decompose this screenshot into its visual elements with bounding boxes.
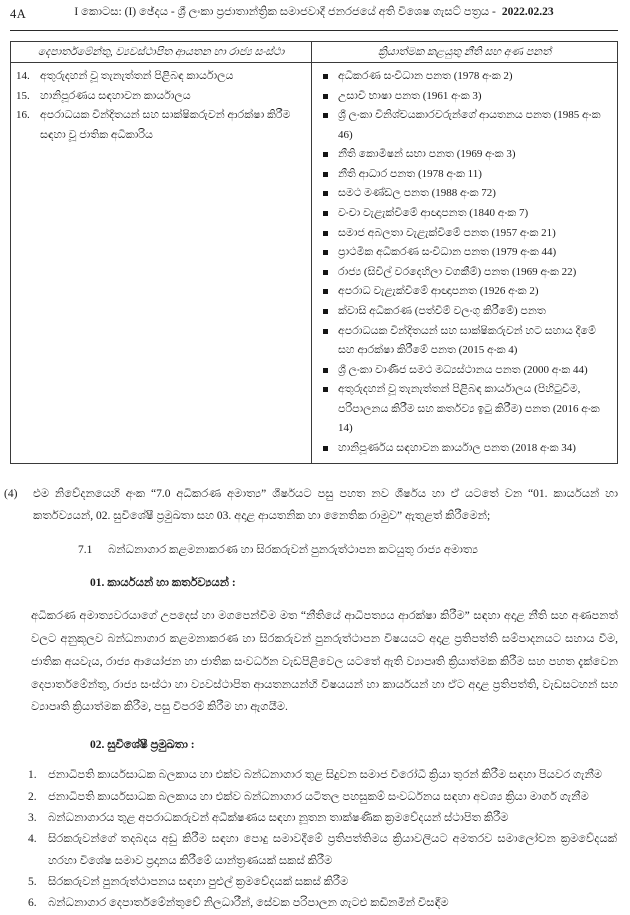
bullet-square-icon — [323, 172, 328, 177]
priority-item-number: 6. — [28, 897, 37, 910]
priority-list-item — [10, 893, 618, 914]
bullet-square-icon — [323, 289, 328, 294]
act-list-item — [320, 263, 609, 283]
department-item-number: 16. — [16, 109, 30, 122]
priority-item-text: සිරකරුවන්ගේ තදබදය අඩු කිරීම සඳහා පොදු සමාවදීමේ ප්‍රතිපත්තිමය ක්‍රියාවලියට අමතරව සමාලෝචන ක්‍රමවේදයක් හරහා විශේෂ සමාව ප්‍රදානය කිරීමේ යාන්ත්‍රණයක් සකස් කිරීම — [48, 833, 617, 867]
act-list-item — [320, 243, 609, 263]
act-item-label: හානිපූර්ණය සඳහාවන කාර්යාල පනත (2018 අංක 34) — [338, 441, 576, 454]
bullet-square-icon — [323, 74, 328, 79]
act-list-item — [320, 145, 609, 165]
priority-item-text: ජනාධිපති කාර්යසාධක බලකාය හා එක්ව බන්ධනාගාර යටිතල පහසුකම් සංවර්ධනය සඳහා අවශ්‍ය ක්‍රියා මාර්ග ගැනීම — [48, 790, 589, 803]
act-list-item — [320, 87, 609, 107]
act-item-label: සමාජ අබලතා වැළැක්වීමේ පනත (1957 අංක 21) — [338, 226, 556, 239]
act-list-item — [320, 439, 609, 459]
departments-cell — [11, 63, 311, 463]
department-item-label: හානිපූරණය සඳහාවන කාර්යාලය — [40, 89, 191, 102]
priority-item-text: සිරකරුවන් පුනරුත්ථාපනය සඳහා පුළුල් ක්‍රමවේදයක් සකස් කිරීම — [48, 876, 349, 889]
section-7-1-title: බන්ධනාගාර කළමනාකරණ හා සිරකරුවන් පුනරුත්ථාපන කටයුතු රාජ්‍ය අමාත්‍ය — [108, 544, 478, 557]
act-item-label: අපරාධයක වින්දිතයන් සහ සාක්ෂිකරුවන් හට සහාය දීමේ සහ ආරක්ෂා කිරීමේ පනත (2015 අංක 4) — [338, 324, 596, 357]
act-list-item — [320, 302, 609, 322]
act-list-item — [320, 184, 609, 204]
priority-list-item — [10, 829, 618, 872]
act-list-item — [320, 204, 609, 224]
bullet-square-icon — [323, 309, 328, 314]
act-item-label: ප්‍රාථමික අධිකරණ සංවිධාන පනත (1979 අංක 44) — [338, 246, 557, 259]
act-item-label: නීති ආධාර පනත (1978 අංක 11) — [338, 167, 482, 180]
act-item-label: අධිකරණ සංවිධාන පනත (1978 අංක 2) — [338, 70, 513, 82]
bullet-square-icon — [323, 152, 328, 157]
page-number: 4A — [10, 7, 27, 21]
bullet-square-icon — [323, 368, 328, 373]
clause-4-paragraph — [4, 483, 618, 528]
priority-item-number: 1. — [28, 769, 37, 782]
section-7-1-heading — [78, 544, 618, 557]
priority-list-item — [10, 872, 618, 893]
priority-item-number: 3. — [28, 811, 37, 824]
bullet-square-icon — [323, 191, 328, 196]
acts-cell — [311, 63, 617, 463]
header-divider — [10, 30, 618, 31]
department-list-item — [16, 67, 305, 87]
bullet-square-icon — [323, 329, 328, 334]
department-item-number: 14. — [16, 70, 30, 82]
act-list-item — [320, 224, 609, 244]
department-item-label: අතුරුදහන් වූ තැනැත්තන් පිළිබඳ කාර්යාලය — [40, 70, 234, 82]
priority-list-item — [10, 808, 618, 829]
act-item-label: අතුරුදහන් වූ තැනැත්තන් පිළිබඳ කාර්යාලය (පිහිටුවීම, පරිපාලනය කිරීම සහ කර්තව්‍ය ඉටු කිරීම) පනත (2016 අංක 14) — [338, 383, 600, 435]
act-list-item — [320, 322, 609, 361]
department-item-label: අපරාධයක වින්දිතයන් සහ සාක්ෂිකරුවන් ආරක්ෂා කිරීම සඳහා වූ ජාතික අධිකාරිය — [40, 109, 291, 141]
functions-paragraph: අධිකරණ අමාත්‍යවරයාගේ උපදෙස් හා මගපෙන්වීම මත “නීතියේ ආධිපත්‍යය ආරක්ෂා කිරීම” සඳහා අදාළ නීති සහ අණපනත් වලට අනුකූලව බන්ධනාගාර කළමනාකරණ හා සිරකරුවන් පුනරුත්ථාපන විෂයයට අදාළ ප්‍රතිපත්ති සම්පාදනයට සහාය වීම, ජාතික අයවැය, රාජ්‍ය ආයෝජන හා ජාතික සංවර්ධන වැඩපිළිවෙල යටතේ ඇති ව්‍යාපෘති ක්‍රියාත්මක කිරීම සහ පහත දැක්වෙන දෙපාර්තමේන්තු, රාජ්‍ය සංස්ථා හා ව්‍යවස්ථාපිත ආයතනයන්හි විෂයයන් හා කාර්යයන් හා ඒට අදාළ ප්‍රතිපත්ති, වැඩසටහන් සහ ව්‍යාපෘති ක්‍රියාත්මක කිරීම, පසු විපරම් කිරීම හා ඇගයීම. — [31, 610, 618, 714]
department-item-number: 15. — [16, 89, 30, 102]
act-item-label: අපරාධ වැළැක්වීමේ ආඥාපනත (1926 අංක 2) — [338, 285, 539, 298]
priority-item-text: ජනාධිපති කාර්යසාධක බලකාය හා එක්ව බන්ධනාගාර තුළ සිදුවන සමාජ විරෝධී ක්‍රියා තුරන් කිරීම සඳහා පියවර ගැනීම — [48, 769, 603, 782]
column-header-departments: දෙපාර්තමේන්තු, ව්‍යවස්ථාපිත ආයතන හා රාජ්‍ය සංස්ථා — [37, 46, 285, 58]
department-list-item — [16, 87, 305, 107]
clause-4-text: එම නිවේදනයෙහි අංක “7.0 අධිකරණ අමාත්‍ය” ශීර්ෂයට පසු පහත නව ශීර්ෂය හා ඒ යටතේ වන “01. කාර්යයන් හා කර්තව්‍යයන්, 02. සුවිශේෂී ප්‍රමුඛතා සහ 03. අදාළ ආයතනික හා නෛතික රාමුව” ඇතුළත් කිරීමෙන්; — [33, 487, 618, 522]
act-item-label: උසාවි භාෂා පනත (1961 අංක 3) — [338, 89, 482, 102]
heading-02-priorities: 02. සුවිශේෂී ප්‍රමුඛතා : — [90, 739, 195, 752]
act-item-label: සමථ මණ්ඩල පනත (1988 අංක 72) — [338, 187, 496, 200]
act-item-label: ශ්‍රී ලංකා වාණිජ සමථ මධ්‍යස්ථානය පනත (2000 අංක 44) — [338, 363, 588, 376]
bullet-square-icon — [323, 250, 328, 255]
priority-list-item — [10, 787, 618, 808]
bullet-square-icon — [323, 270, 328, 275]
priorities-list — [10, 765, 618, 915]
section-7-1-number: 7.1 — [78, 544, 93, 557]
column-header-acts: ක්‍රියාත්මක කළයුතු නීති සහ අණ පනත් — [311, 42, 617, 62]
clause-4-marker: (4) — [4, 487, 18, 500]
priority-list-item — [10, 765, 618, 786]
act-item-label: නීති කොමිෂන් සභා පනත (1969 අංක 3) — [338, 148, 516, 161]
act-item-label: වංචා වැළැක්වීමේ ආඥාපනත (1840 අංක 7) — [338, 207, 529, 220]
priority-item-text: බන්ධනාගාර දෙපාර්තමේන්තුවේ නිලධාරීන්, සේවක පරිපාලන ගැටළු කඩිනමින් විසඳීම — [48, 897, 449, 910]
bullet-square-icon — [323, 231, 328, 236]
act-item-label: රාජ්‍ය (සිවිල් වරදෙහිලා වගකීම්) පනත (1969 අංක 22) — [338, 265, 577, 278]
table-body-row — [11, 63, 617, 463]
bullet-square-icon — [323, 113, 328, 118]
heading-01-functions: 01. කාර්යයන් හා කර්තව්‍යයන් : — [90, 577, 236, 590]
departments-acts-table — [10, 41, 618, 464]
act-list-item — [320, 106, 609, 145]
page-header — [10, 6, 618, 24]
priority-item-text: බන්ධනාගාරය තුළ අපරාධකරුවන් අධීක්ෂණය සඳහා නූතන තාක්ෂණික ක්‍රමවේදයන් ස්ථාපිත කිරීම — [48, 811, 509, 824]
act-list-item — [320, 380, 609, 439]
bullet-square-icon — [323, 387, 328, 392]
act-list-item — [320, 67, 609, 87]
gazette-title-text: I කොටස: (I) ඡේදය - ශ්‍රී ලංකා ප්‍රජාතාන්ත්‍රික සමාජවාදී ජනරජයේ අති විශෙෂ ගැසට් පත්‍රය - — [74, 6, 496, 18]
act-list-item — [320, 165, 609, 185]
priority-item-number: 2. — [28, 790, 37, 803]
priority-item-number: 5. — [28, 876, 37, 889]
act-list-item — [320, 282, 609, 302]
department-list-item — [16, 106, 305, 145]
act-item-label: ශ්‍රී ලංකා විනිශ්චයකාරවරුන්ගේ ආයතනය පනත (1985 අංක 46) — [338, 109, 601, 141]
gazette-title — [10, 6, 618, 19]
bullet-square-icon — [323, 94, 328, 99]
table-header-row — [11, 42, 617, 63]
gazette-date: 2022.02.23 — [501, 6, 554, 18]
act-item-label: ක්වාසි අධිකරණ (පත්වීම් වලංගු කිරීමේ) පනත — [338, 304, 546, 317]
bullet-square-icon — [323, 211, 328, 216]
bullet-square-icon — [323, 446, 328, 451]
priority-item-number: 4. — [28, 833, 37, 846]
act-list-item — [320, 361, 609, 381]
